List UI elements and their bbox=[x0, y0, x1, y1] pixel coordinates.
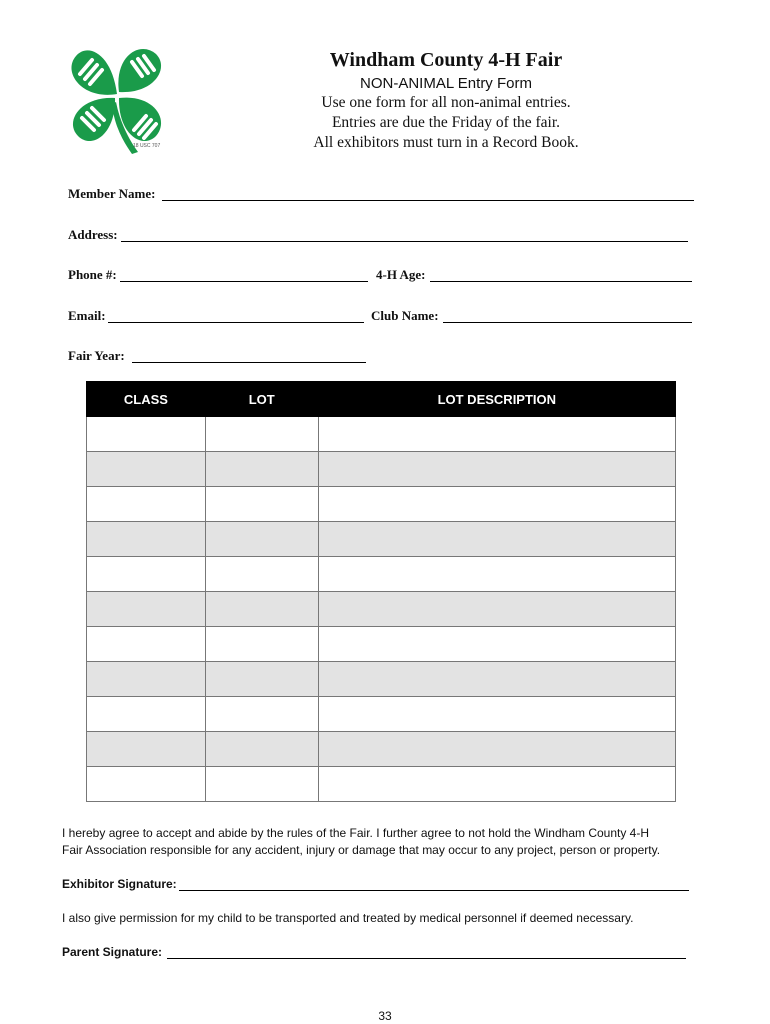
table-row bbox=[87, 452, 676, 487]
table-row bbox=[87, 487, 676, 522]
exhibitor-signature-field[interactable] bbox=[179, 890, 689, 891]
column-header-lot-description: LOT DESCRIPTION bbox=[318, 382, 675, 417]
fair-year-label: Fair Year: bbox=[68, 348, 125, 363]
entry-table bbox=[86, 381, 676, 802]
lot-cell[interactable] bbox=[205, 732, 318, 767]
table-row bbox=[87, 522, 676, 557]
table-row bbox=[87, 557, 676, 592]
address-label: Address: bbox=[68, 227, 118, 242]
lot-cell[interactable] bbox=[205, 557, 318, 592]
class-cell[interactable] bbox=[87, 522, 206, 557]
instruction-line-2: Entries are due the Friday of the fair. bbox=[331, 114, 561, 131]
lot-description-cell[interactable] bbox=[318, 627, 675, 662]
phone-field[interactable] bbox=[120, 281, 368, 282]
member-name-label: Member Name: bbox=[68, 186, 156, 201]
lot-cell[interactable] bbox=[205, 522, 318, 557]
age-field[interactable] bbox=[430, 281, 692, 282]
class-cell[interactable] bbox=[87, 557, 206, 592]
agreement-line-2: Fair Association responsible for any accident, injury or damage that may occur to any project, person or property. bbox=[62, 843, 661, 857]
address-field[interactable] bbox=[121, 241, 688, 242]
lot-description-cell[interactable] bbox=[318, 487, 675, 522]
lot-cell[interactable] bbox=[205, 662, 318, 697]
class-cell[interactable] bbox=[87, 662, 206, 697]
permission-statement: I also give permission for my child to be transported and treated by medical personnel if deemed necessary. bbox=[62, 911, 634, 925]
column-header-class: CLASS bbox=[87, 382, 206, 417]
lot-cell[interactable] bbox=[205, 767, 318, 802]
form-subtitle: NON-ANIMAL Entry Form bbox=[360, 75, 532, 92]
email-label: Email: bbox=[68, 308, 106, 323]
table-row bbox=[87, 592, 676, 627]
lot-description-cell[interactable] bbox=[318, 732, 675, 767]
lot-description-cell[interactable] bbox=[318, 417, 675, 452]
age-label: 4-H Age: bbox=[376, 267, 426, 282]
lot-description-cell[interactable] bbox=[318, 592, 675, 627]
page-number: 33 bbox=[378, 1009, 392, 1023]
agreement-line-1: I hereby agree to accept and abide by the rules of the Fair. I further agree to not hold the Windham County 4-H bbox=[62, 826, 650, 840]
lot-cell[interactable] bbox=[205, 452, 318, 487]
table-row bbox=[87, 767, 676, 802]
lot-description-cell[interactable] bbox=[318, 452, 675, 487]
email-field[interactable] bbox=[108, 322, 364, 323]
lot-cell[interactable] bbox=[205, 697, 318, 732]
logo-caption: 18 USC 707 bbox=[133, 143, 161, 149]
parent-signature-label: Parent Signature: bbox=[62, 945, 163, 959]
lot-cell[interactable] bbox=[205, 487, 318, 522]
lot-description-cell[interactable] bbox=[318, 557, 675, 592]
lot-description-cell[interactable] bbox=[318, 697, 675, 732]
lot-description-cell[interactable] bbox=[318, 522, 675, 557]
table-row bbox=[87, 417, 676, 452]
lot-cell[interactable] bbox=[205, 417, 318, 452]
club-name-field[interactable] bbox=[443, 322, 692, 323]
club-name-label: Club Name: bbox=[371, 308, 439, 323]
4h-clover-logo bbox=[62, 42, 172, 154]
parent-signature-field[interactable] bbox=[167, 958, 686, 959]
class-cell[interactable] bbox=[87, 697, 206, 732]
class-cell[interactable] bbox=[87, 417, 206, 452]
phone-label: Phone #: bbox=[68, 267, 117, 282]
lot-description-cell[interactable] bbox=[318, 662, 675, 697]
lot-cell[interactable] bbox=[205, 627, 318, 662]
class-cell[interactable] bbox=[87, 767, 206, 802]
lot-cell[interactable] bbox=[205, 592, 318, 627]
member-name-field[interactable] bbox=[162, 200, 694, 201]
class-cell[interactable] bbox=[87, 592, 206, 627]
table-row bbox=[87, 627, 676, 662]
fair-year-field[interactable] bbox=[132, 362, 366, 363]
class-cell[interactable] bbox=[87, 487, 206, 522]
class-cell[interactable] bbox=[87, 627, 206, 662]
form-title: Windham County 4-H Fair bbox=[329, 49, 563, 71]
instruction-line-1: Use one form for all non-animal entries. bbox=[321, 94, 571, 111]
lot-description-cell[interactable] bbox=[318, 767, 675, 802]
table-row bbox=[87, 662, 676, 697]
class-cell[interactable] bbox=[87, 452, 206, 487]
column-header-lot: LOT bbox=[205, 382, 318, 417]
class-cell[interactable] bbox=[87, 732, 206, 767]
instruction-line-3: All exhibitors must turn in a Record Book. bbox=[313, 134, 579, 151]
table-row bbox=[87, 732, 676, 767]
exhibitor-signature-label: Exhibitor Signature: bbox=[62, 877, 177, 891]
table-row bbox=[87, 697, 676, 732]
